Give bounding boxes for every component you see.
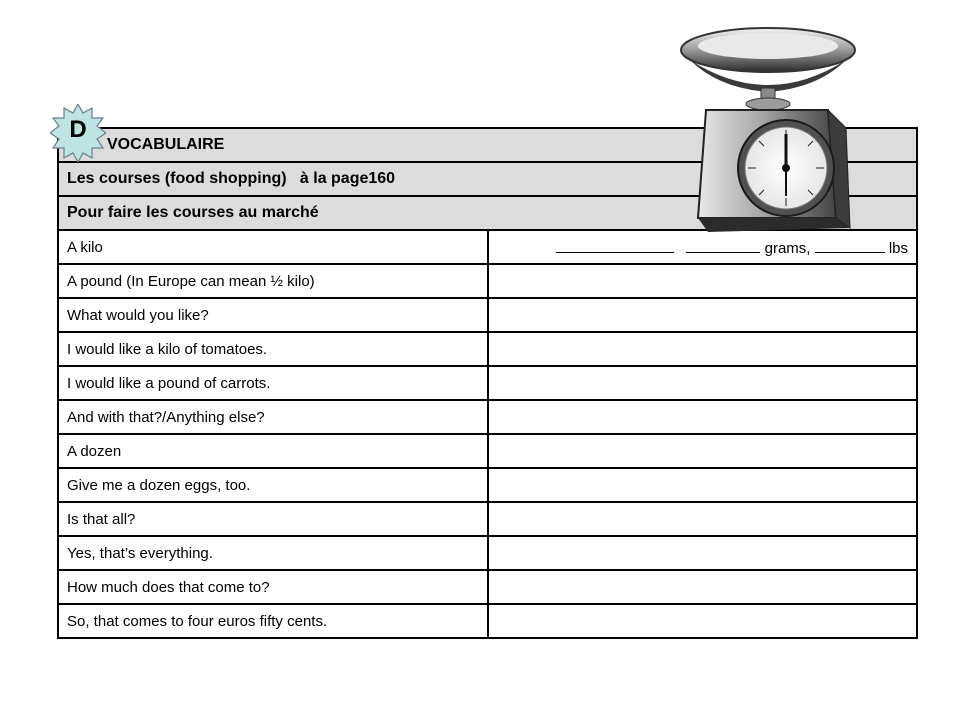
answer-cell — [488, 502, 918, 536]
english-cell: So, that comes to four euros fifty cents. — [58, 604, 488, 638]
english-cell: A dozen — [58, 434, 488, 468]
answer-cell — [488, 468, 918, 502]
badge-letter: D — [69, 116, 87, 143]
grams-label: grams, — [764, 239, 811, 257]
english-cell: I would like a kilo of tomatoes. — [58, 332, 488, 366]
answer-cell — [488, 570, 918, 604]
table-row — [58, 298, 917, 332]
english-cell: Yes, that’s everything. — [58, 536, 488, 570]
english-cell: Is that all? — [58, 502, 488, 536]
table-row — [58, 400, 917, 434]
english-cell: What would you like? — [58, 298, 488, 332]
table-row — [58, 604, 917, 638]
english-cell: A pound (In Europe can mean ½ kilo) — [58, 264, 488, 298]
english-cell: Give me a dozen eggs, too. — [58, 468, 488, 502]
vocab-subtitle: Les courses (food shopping) à la page160 — [58, 162, 917, 196]
answer-cell — [488, 366, 918, 400]
table-row — [58, 332, 917, 366]
english-cell: I would like a pound of carrots. — [58, 366, 488, 400]
english-cell: And with that?/Anything else? — [58, 400, 488, 434]
table-row — [58, 264, 917, 298]
table-row — [58, 536, 917, 570]
kitchen-scale-icon — [668, 18, 868, 246]
table-row — [58, 434, 917, 468]
section-heading: Pour faire les courses au marché — [58, 196, 917, 230]
answer-cell — [488, 604, 918, 638]
blank-line — [556, 238, 674, 253]
starburst-badge-icon — [50, 104, 106, 162]
table-row — [58, 468, 917, 502]
table-row — [58, 502, 917, 536]
lbs-label: lbs — [888, 239, 908, 257]
english-cell: How much does that come to? — [58, 570, 488, 604]
table-row — [58, 366, 917, 400]
vocab-title: VOCABULAIRE — [58, 128, 917, 162]
english-cell: A kilo — [58, 230, 488, 264]
table-row — [58, 570, 917, 604]
answer-cell — [488, 332, 918, 366]
answer-cell — [488, 536, 918, 570]
answer-cell — [488, 434, 918, 468]
answer-cell — [488, 400, 918, 434]
answer-cell — [488, 298, 918, 332]
answer-cell — [488, 264, 918, 298]
